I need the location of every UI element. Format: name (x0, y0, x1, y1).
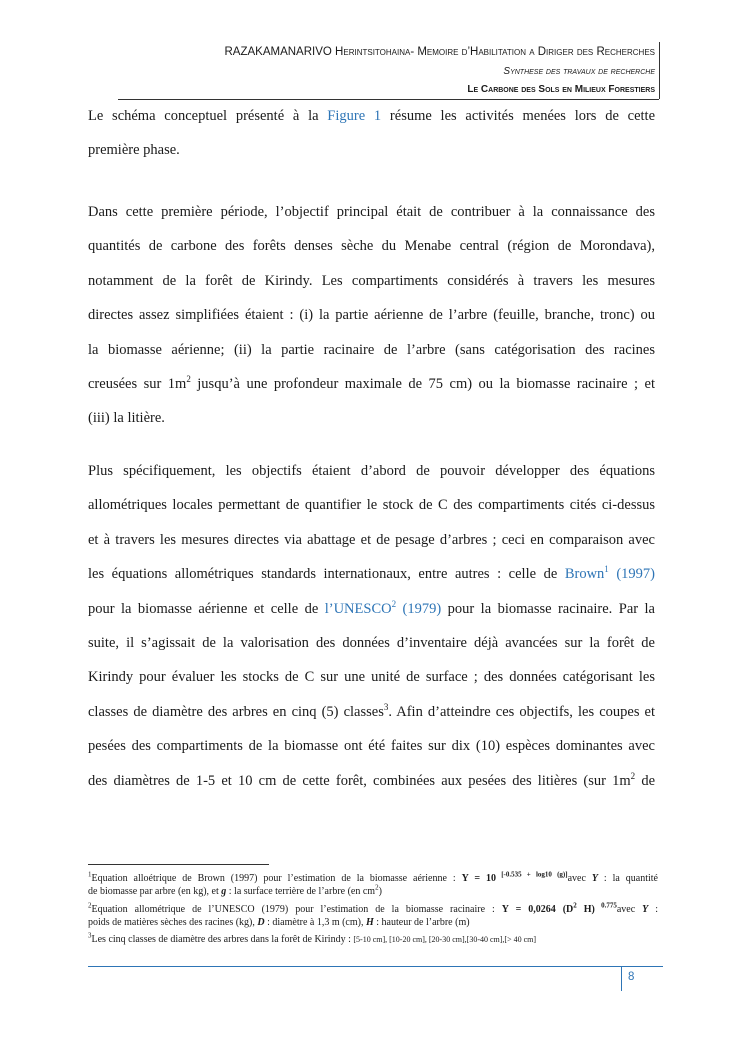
p3-line6: suite, il s’agissait de la valorisation des données d’inventaire déjà avancées sur la forêt de (88, 635, 655, 652)
p3-line3: et à travers les mesures directes via abattage et de pesage d’arbres ; ceci en comparaison avec (88, 531, 655, 548)
p1-line1: Le schéma conceptuel présenté à la Figure 1 résume les activités menées lors de cette (88, 108, 656, 124)
header-section: Le Carbone des Sols en Milieux Forestiers (467, 84, 655, 95)
header-subtitle: Synthese des travaux de recherche (503, 66, 655, 77)
p3-line7: Kirindy pour évaluer les stocks de C sur une unité de surface ; des données catégorisant les (88, 669, 655, 686)
footnote-separator (88, 864, 269, 865)
p3-line8: classes de diamètre des arbres en cinq (5) classes$^3$. Afin d’atteindre ces objectifs, les coupes et (88, 702, 655, 720)
p3-line4: les équations allométriques standards internationaux, entre autres : celle de Brown$^1$ (1997) (88, 564, 655, 583)
footnote-2: $^2$Equation allométrique de l’UNESCO (1979) pour l’estimation de la biomasse racinaire : Y = 0,0264 ($D^2$ H) $^{0.775}$avec Y : poids de matières sèches des racines (kg), D : diamètre à 1,3 m (cm), H : hauteur de l’arbre (m) (88, 901, 659, 928)
p2-line3: notamment de la forêt de Kirindy. Les compartiments considérés à travers les mesures (88, 272, 655, 289)
footer-rule (88, 966, 663, 967)
unesco-link[interactable]: l’UNESCO$^2$ (1979) (324, 598, 442, 617)
p1-line2: première phase. (88, 142, 180, 158)
footnote-1: $^1$Equation alloétrique de Brown (1997) pour l’estimation de la biomasse aérienne : Y = 10 [-0.535 + log10 (g)]avec Y : la quantité de biomasse par arbre (en kg), et g : la surface terrière de l’arbre (en $cm^2$) (88, 870, 658, 897)
header-title: RAZAKAMANARIVO Herintsitohaina- Memoire d’Habilitation a Diriger des Recherches (224, 46, 655, 58)
p2-line7: (iii) la litière. (88, 410, 165, 427)
header-rule (118, 99, 659, 100)
page-number: 8 (628, 971, 635, 983)
header-vertical-rule (659, 42, 660, 99)
footer-vertical-rule (621, 966, 622, 991)
paragraph-3 (88, 454, 655, 798)
p3-line10: des diamètres de 1-5 et 10 cm de cette forêt, combinées aux pesées des litières (sur $1m^2$ de (88, 770, 656, 789)
footnote-3: $^3$Les cinq classes de diamètre des arbres dans la forêt de Kirindy : [5-10 cm], [10-20 cm], [20-30 cm],[30-40 cm],[> 40 cm] (88, 931, 537, 945)
p2-line5: la biomasse aérienne; (ii) la partie racinaire de l’arbre (sans catégorisation des racines (88, 341, 655, 358)
p3-line9: pesées des compartiments de la biomasse ont été faites sur dix (10) espèces dominantes avec (88, 738, 655, 755)
p2-line4: directes assez simplifiées étaient : (i) la partie aérienne de l’arbre (feuille, branche, tronc) ou (88, 307, 655, 324)
p3-line2: allométriques locales permettant de quantifier le stock de C des compartiments cités ci-dessus (88, 497, 655, 514)
p2-line1: Dans cette première période, l’objectif principal était de contribuer à la connaissance des (88, 204, 655, 220)
figure-1-link[interactable]: Figure 1 (327, 108, 382, 124)
p3-line5: pour la biomasse aérienne et celle de l’UNESCO$^2$ (1979) pour la biomasse racinaire. Par la (88, 598, 655, 617)
paragraph-1 (88, 108, 655, 159)
p2-line2: quantités de carbone des forêts denses sèche du Menabe central (région de Morondava), (88, 238, 655, 255)
p2-line6: creusées sur $1m^2$ jusqu’à une profondeur maximale de 75 cm) ou la biomasse racinaire ; et (88, 374, 656, 393)
paragraph-2 (88, 195, 655, 436)
p3-line1: Plus spécifiquement, les objectifs étaient d’abord de pouvoir développer des équations (88, 463, 655, 479)
brown-link[interactable]: Brown$^1$ (1997) (564, 564, 655, 583)
